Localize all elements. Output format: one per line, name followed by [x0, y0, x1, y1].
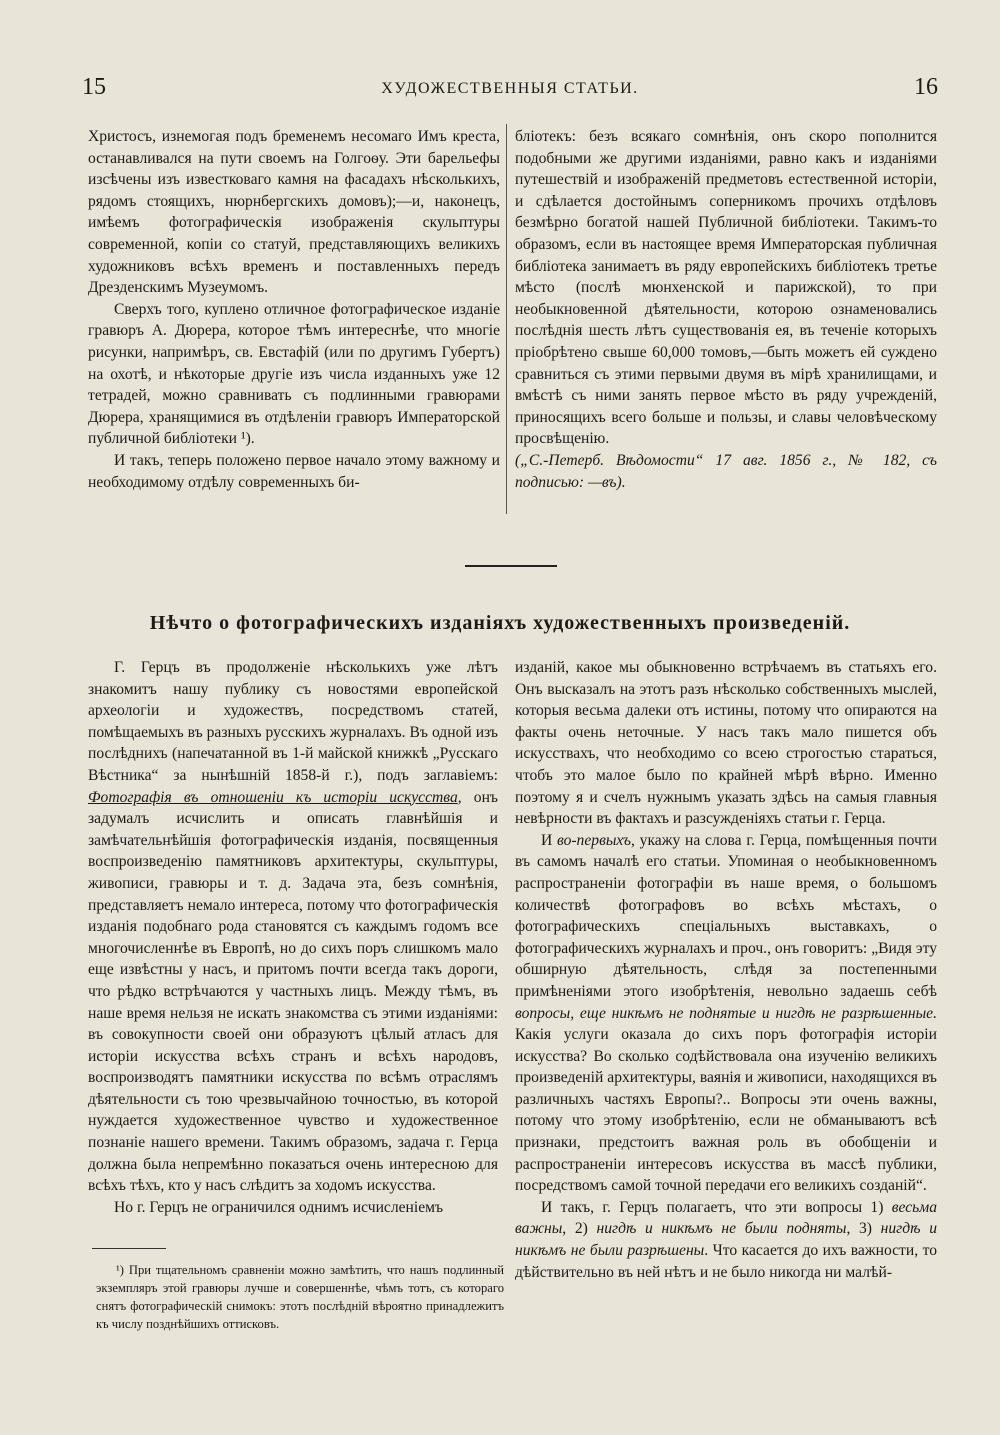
cited-article-title: Фотографія въ отношеніи къ исторіи искусства — [88, 788, 458, 806]
paragraph-text: . Что касается до ихъ важности, то дѣйствительно въ ней нѣтъ и не было никогда ни малѣй- — [515, 1242, 937, 1281]
section-separator-rule — [465, 565, 557, 567]
paragraph-text: Г. Герцъ въ продолженіе нѣсколькихъ уже лѣтъ знакомитъ нашу публику съ новостями европейской археологіи и художествъ, посредствомъ статей, помѣщаемыхъ въ разныхъ русскихъ журналахъ. Въ одной изъ послѣднихъ (напечатанной въ 1-й майской книжкѣ „Русскаго Вѣстника“ за нынѣшній 1858-й г.), подъ заглавіемъ: — [88, 659, 498, 784]
source-citation: („С.-Петерб. Вѣдомости“ 17 авг. 1856 г., № 182, съ подписью: —въ). — [515, 451, 937, 491]
emphasis: во-первыхъ — [557, 831, 632, 849]
page-number-left: 15 — [82, 74, 106, 100]
article1-right-column — [515, 126, 937, 493]
emphasis: нигдѣ и никѣмъ не были разрѣшены — [515, 1220, 937, 1260]
footnote-text: ¹) При тщательномъ сравненіи можно замѣтить, что нашъ подлинный экземпляръ этой гравюры лучше и совершеннѣе, чѣмъ тотъ, съ котораго снятъ фотографическій снимокъ: этотъ послѣдній вѣроятно принадлежитъ къ числу позднѣйшихъ оттисковъ. — [96, 1263, 504, 1331]
paragraph-text: И — [541, 831, 553, 849]
page-header — [82, 74, 938, 108]
paragraph — [88, 657, 498, 1197]
paragraph-text: , онъ задумалъ исчислить и описать главнѣйшія и замѣчательнѣйшія фотографическія изданія, посвященныя воспроизведенію памятниковъ архитектуры, скульптуры, живописи, гравюры и т. д. Задача эта, безъ сомнѣнія, представляетъ немало интереса, потому что фотографическія изданія подобнаго рода становятся съ каждымъ годомъ все многочисленнѣе въ Европѣ, но до сихъ поръ слишкомъ мало еще извѣстны у насъ, и притомъ почти всегда такъ дороги, что рѣдко встрѣчаются у частныхъ лицъ. Между тѣмъ, въ наше время нельзя не искать знакомства съ этими изданіями: въ совокупности своей они образуютъ цѣлый атласъ для исторіи искусства всѣхъ странъ и всѣхъ народовъ, воспроизводятъ памятники искусства по всѣмъ отраслямъ дѣятельности съ тою чрезвычайною точностью, въ которой нуждается художественное чувство и художественное познаніе нашего времени. Такимъ образомъ, задача г. Герца должна была непремѣнно показаться очень интересною для всѣхъ тѣхъ, кто у насъ слѣдитъ за ходомъ искусства. — [88, 788, 498, 1195]
paragraph-text: Сверхъ того, куплено отличное фотографическое изданіе гравюръ А. Дюрера, которое тѣмъ интереснѣе, что многіе рисунки, напримѣръ, св. Евстафій (или по другимъ Губертъ) на охотѣ, и нѣкоторые другіе изъ числа изданныхъ уже 12 тетрадей, можно сравнивать съ подлинными гравюрами Дюрера, хранящимися въ отдѣленіи гравюръ Императорской публичной библіотеки — [88, 300, 500, 448]
paragraph: бліотекъ: безъ всякаго сомнѣнія, онъ скоро пополнится подобными же другими изданіями, равно какъ и изданіями путешествій и изображеній предметовъ естественной исторіи, и сдѣлается достойнымъ соперникомъ прочихъ отдѣловъ безмѣрно богатой нашей Публичной библіотеки. Такимъ-то образомъ, если въ настоящее время Императорская публичная библіотека занимаетъ въ ряду европейскихъ библіотекъ третье мѣсто (послѣ мюнхенской и парижской), то при необыкновенной дѣятельности, которою ознаменовались послѣднія шесть лѣтъ существованія ея, въ теченіе которыхъ пріобрѣтено свыше 60,000 томовъ,—быть можетъ ей суждено сравниться съ этими первыми двумя въ мірѣ хранилищами, и вмѣстѣ съ ними занять первое мѣсто въ ряду учрежденій, приносящихъ всего больше и пользы, и славы человѣческому просвѣщенію. — [515, 128, 937, 448]
page-number-right: 16 — [914, 74, 938, 100]
emphasis: нигдѣ и никѣмъ не были подняты — [596, 1220, 847, 1238]
footnote — [96, 1261, 504, 1333]
paragraph-text: Какія услуги оказала до сихъ поръ фотографія исторіи искусства? Во сколько содѣйствовала она изученію великихъ произведеній архитектуры, ваянія и живописи, находящихся въ различныхъ частяхъ Европы?.. Вопросы эти очень важны, потому что этому изобрѣтенію, если не обманываютъ всѣ признаки, предстоитъ важная роль въ обобщеніи и распространеніи интересовъ искусства въ массѣ публики, посредствомъ самой точной передачи его великихъ созданій“. — [515, 1026, 937, 1195]
paragraph-text: , 3) — [846, 1220, 872, 1238]
article2-left-column — [88, 657, 498, 1218]
paragraph-text: , 2) — [562, 1220, 588, 1238]
paragraph — [515, 830, 937, 1197]
article1-left-column — [88, 126, 500, 493]
column-divider — [506, 124, 507, 514]
paragraph-text: И такъ, г. Герцъ полагаетъ, что эти вопросы 1) — [541, 1198, 884, 1216]
paragraph: Христосъ, изнемогая подъ бременемъ несомаго Имъ креста, останавливался на пути своемъ на Голгоѳу. Эти барельефы изсѣчены изъ известковаго камня на фасадахъ нѣсколькихъ, рядомъ стоящихъ, нюрнбергскихъ домовъ);—и, наконецъ, имѣемъ фотографическія изображенія скульптуры современной, копіи со статуй, представляющихъ великихъ художниковъ всѣхъ временъ и поставленныхъ передъ Дрезденскимъ Музеумомъ. — [88, 128, 500, 297]
article2-right-column — [515, 657, 937, 1283]
emphasis: вопросы, еще никѣмъ не поднятые и нигдѣ не разрѣшенные. — [515, 1004, 937, 1022]
footnote-reference: ¹). — [240, 430, 255, 448]
paragraph: изданій, какое мы обыкновенно встрѣчаемъ въ статьяхъ его. Онъ высказалъ на этотъ разъ нѣсколько собственныхъ мыслей, которыя весьма далеки отъ истины, потому что опираются на факты очень неточные. У насъ такъ мало пишется объ искусствахъ, что необходимо со всею строгостью стараться, чтобъ это малое было по крайней мѣрѣ вѣрно. Именно поэтому я и счелъ нужнымъ указать здѣсь на самыя главныя невѣрности въ фактахъ и разсужденіяхъ статьи г. Герца. — [515, 659, 937, 828]
paragraph — [88, 299, 500, 450]
paragraph-text: , укажу на слова г. Герца, помѣщенныя почти въ самомъ началѣ его статьи. Упоминая о необыкновенномъ распространеніи фотографіи въ наше время, о большомъ количествѣ фотографовъ во всѣхъ мѣстахъ, о фотографическихъ спеціальныхъ выставкахъ, о фотографическихъ журналахъ и проч., онъ говоритъ: „Видя эту обширную дѣятельность, слѣдя за постепенными примѣненіями этого изобрѣтенія, невольно задаешь себѣ — [515, 831, 937, 1000]
article-title: Нѣчто о фотографическихъ изданіяхъ художественныхъ произведеній. — [149, 612, 851, 634]
paragraph: И такъ, теперь положено первое начало этому важному и необходимому отдѣлу современныхъ би- — [88, 451, 500, 491]
emphasis: весьма важны — [515, 1198, 937, 1238]
running-title: ХУДОЖЕСТВЕННЫЯ СТАТЬИ. — [381, 80, 639, 97]
paragraph: Но г. Герцъ не ограничился однимъ исчисленіемъ — [114, 1198, 444, 1216]
paragraph — [515, 1197, 937, 1283]
footnote-rule — [92, 1248, 166, 1249]
